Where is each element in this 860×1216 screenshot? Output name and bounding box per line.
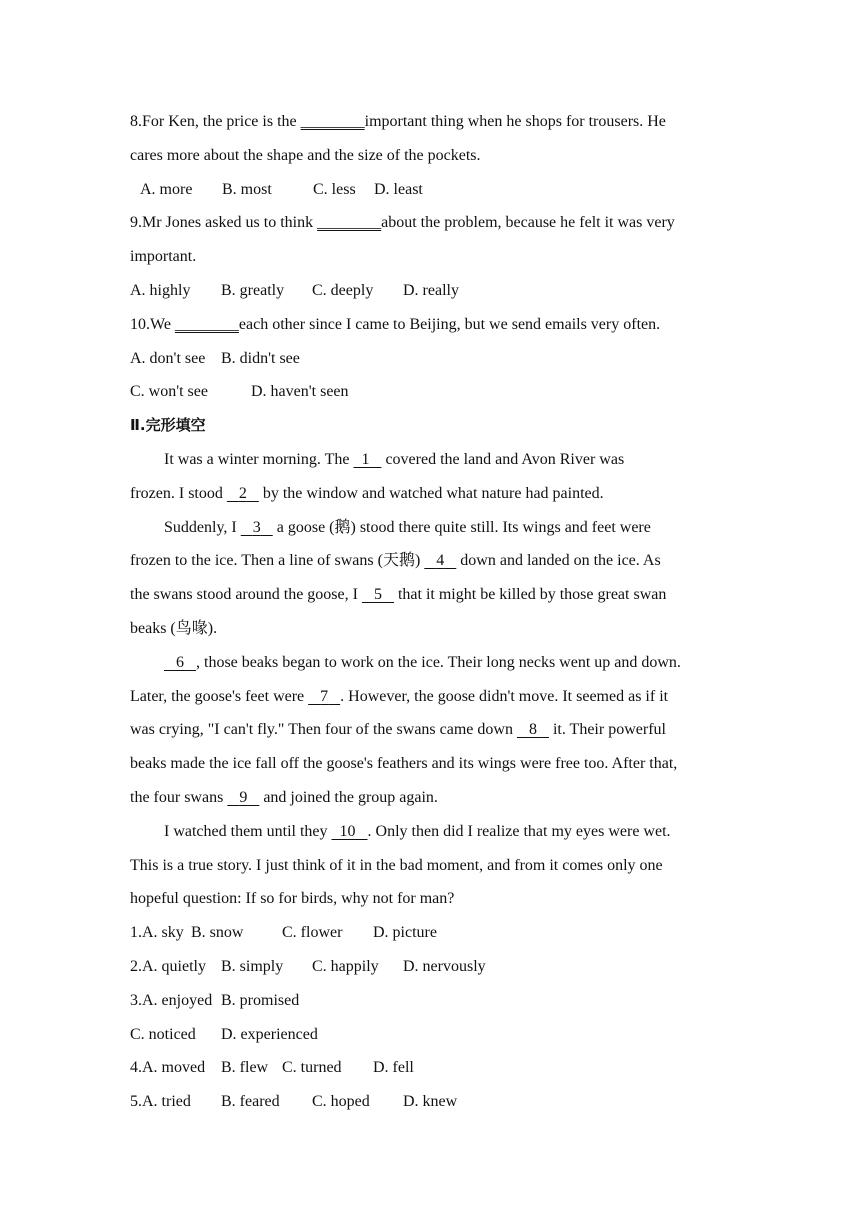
question-8-line-1: 8.For Ken, the price is the ________important thing when he shops for trousers. He — [130, 113, 666, 130]
passage-blank: 2 — [238, 484, 247, 502]
passage-blank: 4 — [436, 552, 445, 570]
option-c: C. won't see — [130, 383, 208, 401]
cloze-options-2 — [130, 950, 740, 984]
section-heading: Ⅱ.完形填空 — [130, 416, 206, 435]
option-c: C. less — [313, 180, 356, 198]
option-c: C. flower — [282, 924, 343, 942]
option-c: C. hoped — [312, 1093, 370, 1111]
passage-line: frozen. I stood 2 by the window and watched what nature had painted. — [130, 484, 604, 502]
answer-blank: ________ — [317, 214, 382, 232]
passage-blank: 9 — [239, 788, 248, 806]
question-8-line-2: cares more about the shape and the size of the pockets. — [130, 146, 481, 164]
passage-line: beaks (鸟喙). — [130, 619, 218, 637]
passage-blank: 5 — [373, 586, 382, 604]
option-a: 2.A. quietly — [130, 957, 206, 975]
option-a: A. more — [140, 180, 193, 198]
option-c: C. deeply — [312, 281, 374, 299]
passage-line: Later, the goose's feet were 7 . However, the goose didn't move. It seemed as if it — [130, 687, 669, 705]
question-10-line-1: 10.We ________each other since I came to Beijing, but we send emails very often. — [130, 315, 661, 333]
option-a: 5.A. tried — [130, 1093, 191, 1111]
passage-line: This is a true story. I just think of it in the bad moment, and from it comes only one — [130, 856, 663, 874]
worksheet-page — [130, 105, 740, 1119]
question-10-options-row-2 — [130, 375, 740, 409]
passage-blank: 10 — [339, 822, 356, 840]
option-c: C. turned — [282, 1059, 342, 1077]
passage-line: I watched them until they 10 . Only then did I realize that my eyes were wet. — [164, 822, 671, 840]
option-b: B. feared — [221, 1093, 280, 1111]
question-9-line-2: important. — [130, 248, 197, 266]
cloze-options-1 — [130, 916, 740, 950]
question-8-options — [130, 173, 740, 207]
passage-line: hopeful question: If so for birds, why not for man? — [130, 890, 455, 908]
option-a: 4.A. moved — [130, 1059, 206, 1077]
passage-line: Suddenly, I 3 a goose (鹅) stood there quite still. Its wings and feet were — [164, 518, 651, 536]
answer-blank: ________ — [174, 315, 239, 333]
cloze-options-3-row-2 — [130, 1018, 740, 1052]
passage-line: was crying, "I can't fly." Then four of the swans came down 8 it. Their powerful — [130, 721, 666, 739]
option-d: D. fell — [373, 1059, 414, 1077]
option-d: D. nervously — [403, 957, 486, 975]
passage-line: beaks made the ice fall off the goose's feathers and its wings were free too. After that, — [130, 755, 678, 773]
option-b: B. promised — [221, 991, 300, 1009]
option-a: A. highly — [130, 281, 191, 299]
option-c: C. noticed — [130, 1025, 196, 1043]
passage-blank: 6 — [176, 653, 184, 671]
passage-line: frozen to the ice. Then a line of swans (天鹅) 4 down and landed on the ice. As — [130, 552, 661, 570]
answer-blank: ________ — [300, 113, 365, 130]
passage-line: 6 , those beaks began to work on the ice. Their long necks went up and down. — [130, 646, 740, 680]
option-b: B. simply — [221, 957, 284, 975]
passage-blank: 7 — [320, 687, 329, 705]
option-b: B. flew — [221, 1059, 269, 1077]
option-d: D. least — [374, 180, 423, 198]
passage-blank: 3 — [252, 518, 261, 536]
question-10-options-row-1 — [130, 342, 740, 376]
option-d: D. picture — [373, 924, 437, 942]
option-d: D. haven't seen — [251, 383, 349, 401]
passage-blank: 8 — [528, 721, 537, 739]
cloze-options-4 — [130, 1051, 740, 1085]
passage-line: It was a winter morning. The 1 covered the land and Avon River was — [164, 450, 625, 468]
option-d: D. knew — [403, 1093, 458, 1111]
question-9-line-1: 9.Mr Jones asked us to think ________about the problem, because he felt it was very — [130, 214, 675, 232]
option-b: B. snow — [191, 924, 244, 942]
option-b: B. greatly — [221, 281, 285, 299]
option-d: D. really — [403, 281, 459, 299]
cloze-options-3-row-1 — [130, 984, 740, 1018]
option-c: C. happily — [312, 957, 379, 975]
option-a: 3.A. enjoyed — [130, 991, 213, 1009]
passage-line: the swans stood around the goose, I 5 that it might be killed by those great swan — [130, 586, 667, 604]
cloze-options-5 — [130, 1085, 740, 1119]
option-b: B. most — [222, 180, 272, 198]
passage-blank: 1 — [361, 450, 370, 468]
passage-line: the four swans 9 and joined the group again. — [130, 788, 438, 806]
option-b: B. didn't see — [221, 349, 300, 367]
option-a: A. don't see — [130, 349, 206, 367]
option-a: 1.A. sky — [130, 924, 184, 942]
option-d: D. experienced — [221, 1025, 318, 1043]
question-9-options — [130, 274, 740, 308]
